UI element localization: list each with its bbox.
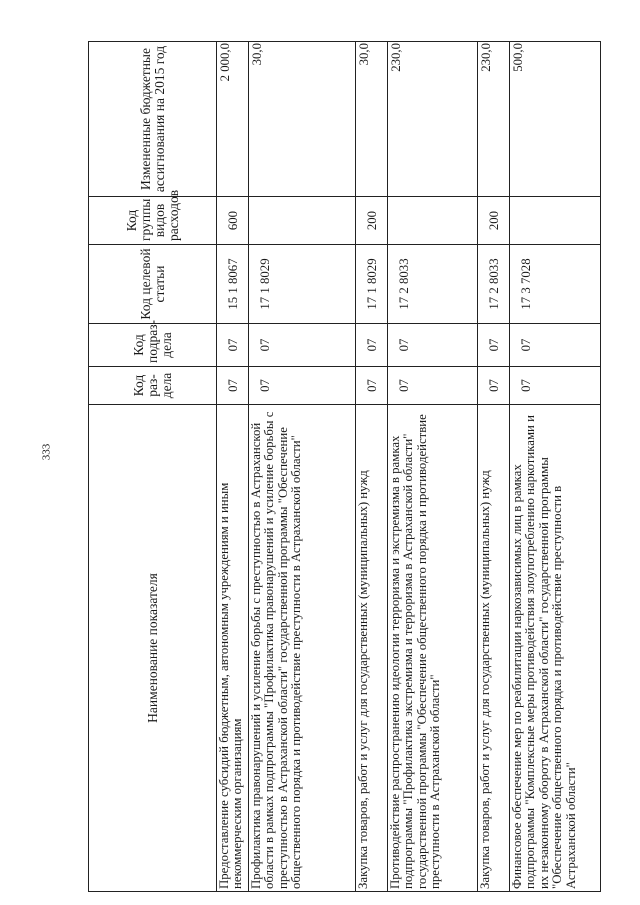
cell-razdel: 07 <box>510 367 601 405</box>
cell-razdel: 07 <box>478 367 510 405</box>
table-row <box>217 42 249 892</box>
budget-table <box>88 41 601 892</box>
cell-group: 200 <box>356 197 388 245</box>
header-name: Наименование показателя <box>89 405 217 892</box>
cell-amount: 230,0 <box>388 42 478 197</box>
cell-group: 200 <box>478 197 510 245</box>
cell-podrazdel: 07 <box>388 324 478 367</box>
cell-group <box>510 197 601 245</box>
cell-name: Финансовое обеспечение мер по реабилитации наркозависимых лиц в рамках подпрограммы "Комплексные меры противодействия злоупотреблению наркотиками и их незаконному обороту в Астраханской области" государственной программы "Обеспечение общественного порядка и противодействие преступности в Астраханской области" <box>510 405 601 892</box>
cell-name: Закупка товаров, работ и услуг для государственных (муниципальных) нужд <box>356 405 388 892</box>
budget-table-container <box>88 42 600 892</box>
cell-name: Противодействие распространению идеологии терроризма и экстремизма в рамках подпрограммы "Профилактика экстремизма и терроризма в Астраханской области" государственной программы "Обеспечение общественного порядка и противодействие преступности в Астраханской области" <box>388 405 478 892</box>
cell-podrazdel: 07 <box>217 324 249 367</box>
cell-name: Профилактика правонарушений и усиление борьбы с преступностью в Астраханской области в рамках подпрограммы "Профилактика правонарушений и усиление борьбы с преступностью в Астраханской области" государственной программы "Обеспечение общественного порядка и противодействие преступности в Астраханской области" <box>249 405 356 892</box>
table-row <box>249 42 356 892</box>
cell-target: 17 3 7028 <box>510 245 601 324</box>
header-target: Код целевой статьи <box>89 245 217 324</box>
header-podrazdel: Код подраз-дела <box>89 324 217 367</box>
table-row <box>478 42 510 892</box>
cell-target: 17 2 8033 <box>388 245 478 324</box>
cell-amount: 2 000,0 <box>217 42 249 197</box>
header-amount: Измененные бюджетные ассигнования на 2015 год <box>89 42 217 197</box>
cell-group: 600 <box>217 197 249 245</box>
cell-amount: 230,0 <box>478 42 510 197</box>
cell-target: 15 1 8067 <box>217 245 249 324</box>
header-razdel: Код раз-дела <box>89 367 217 405</box>
cell-group <box>388 197 478 245</box>
table-header-row <box>89 42 217 892</box>
cell-razdel: 07 <box>217 367 249 405</box>
cell-podrazdel: 07 <box>510 324 601 367</box>
cell-razdel: 07 <box>249 367 356 405</box>
table-row <box>356 42 388 892</box>
cell-target: 17 1 8029 <box>249 245 356 324</box>
cell-razdel: 07 <box>388 367 478 405</box>
cell-name: Предоставление субсидий бюджетным, автономным учреждениям и иным некоммерческим организациям <box>217 405 249 892</box>
cell-podrazdel: 07 <box>249 324 356 367</box>
cell-amount: 500,0 <box>510 42 601 197</box>
table-row <box>510 42 601 892</box>
cell-group <box>249 197 356 245</box>
cell-name: Закупка товаров, работ и услуг для государственных (муниципальных) нужд <box>478 405 510 892</box>
cell-amount: 30,0 <box>249 42 356 197</box>
cell-target: 17 1 8029 <box>356 245 388 324</box>
cell-podrazdel: 07 <box>478 324 510 367</box>
cell-razdel: 07 <box>356 367 388 405</box>
cell-target: 17 2 8033 <box>478 245 510 324</box>
header-group: Код группы видов расходов <box>89 197 217 245</box>
cell-amount: 30,0 <box>356 42 388 197</box>
page-number: 333 <box>40 443 53 461</box>
cell-podrazdel: 07 <box>356 324 388 367</box>
table-row <box>388 42 478 892</box>
